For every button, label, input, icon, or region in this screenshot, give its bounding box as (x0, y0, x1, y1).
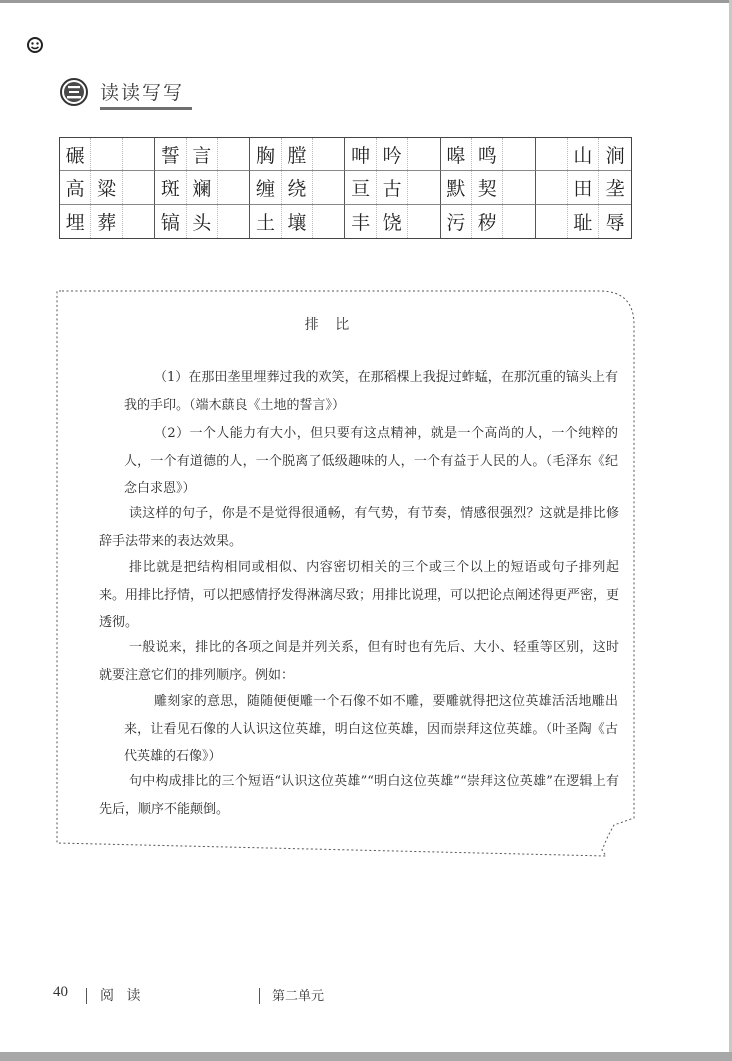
example-quote-1: （1）在那田垄里埋葬过我的欢笑，在那稻棵上我捉过蚱蜢，在那沉重的镐头上有我的手印。（端木蕻良《土地的誓言》） (124, 370, 618, 413)
vocab-character: 亘 (345, 171, 376, 203)
vocab-character: 绕 (282, 171, 313, 203)
vocab-character: 田 (568, 171, 600, 203)
explanation-paragraph-2: 排比就是把结构相同或相似、内容密切相关的三个或三个以上的短语或句子排列起来。用排比抒情，可以把感情抒发得淋漓尽致；用排比说理，可以把论点阐述得更严密，更透彻。 (99, 560, 620, 630)
vocab-character: 誓 (155, 138, 186, 170)
vocab-character: 默 (441, 171, 472, 203)
vocab-character: 壤 (282, 205, 313, 238)
explanation-paragraph-1: 读这样的句子，你是不是觉得很通畅，有气势，有节奏，情感很强烈？这就是排比修辞手法带来的表达效果。 (99, 506, 619, 549)
vocab-character: 古 (377, 171, 408, 203)
vocab-character: 缠 (250, 171, 281, 203)
vocab-character: 碾 (60, 138, 91, 170)
footer-unit-name: 第二单元 (272, 989, 325, 1004)
vocab-character: 涧 (605, 144, 625, 167)
vocab-character: 垄 (605, 177, 625, 200)
explanation-paragraph-4: 句中构成排比的三个短语“认识这位英雄”“明白这位英雄”“崇拜这位英雄”在逻辑上有先后，顺序不能颠倒。 (99, 774, 619, 817)
vocab-character: 污 (441, 205, 472, 238)
vocab-character: 土 (250, 205, 281, 238)
footer-divider (259, 988, 260, 1004)
example-quote-3: 雕刻家的意思，随随便便雕一个石像不如不雕，要雕就得把这位英雄活活地雕出来，让看见石像的人认识这位英雄，明白这位英雄，因而崇拜这位英雄。（叶圣陶《古代英雄的石像》） (124, 694, 618, 764)
box-title: 排 比 (304, 317, 356, 333)
vocab-character: 高 (60, 171, 91, 203)
vocab-character: 丰 (345, 205, 376, 238)
vocab-character: 秽 (472, 205, 503, 238)
vocab-character: 契 (472, 171, 503, 203)
vocab-character: 胸 (250, 138, 281, 170)
footer-divider (86, 988, 87, 1004)
vocab-character: 头 (187, 205, 218, 238)
vocab-character: 耻 (568, 205, 600, 238)
vocab-character: 山 (568, 138, 600, 170)
vocab-character: 粱 (91, 171, 122, 203)
footer-section-name: 阅 读 (100, 988, 145, 1004)
vocab-character: 膛 (282, 138, 313, 170)
bottom-edge-bar (0, 1052, 732, 1061)
vocab-character: 葬 (91, 205, 122, 238)
section-title: 读读写写 (100, 82, 185, 104)
vocab-character: 埋 (60, 205, 91, 238)
explanation-paragraph-3: 一般说来，排比的各项之间是并列关系，但有时也有先后、大小、轻重等区别，这时就要注意它们的排列顺序。例如： (99, 640, 619, 683)
vocab-character: 饶 (377, 205, 408, 238)
vocab-character: 镐 (155, 205, 186, 238)
example-quote-2: （2）一个人能力有大小，但只要有这点精神，就是一个高尚的人，一个纯粹的人，一个有道德的人，一个脱离了低级趣味的人，一个有益于人民的人。（毛泽东《纪念白求恩》） (124, 426, 618, 496)
page-number: 40 (53, 984, 68, 1000)
vocab-character: 言 (187, 138, 218, 170)
vocab-character: 呻 (345, 138, 376, 170)
vocab-character: 吟 (377, 138, 408, 170)
vocab-character: 嗥 (441, 138, 472, 170)
vocab-character: 辱 (605, 211, 625, 234)
vocab-character: 斓 (187, 171, 218, 203)
vocab-character: 斑 (155, 171, 186, 203)
vocab-character: 鸣 (472, 138, 503, 170)
